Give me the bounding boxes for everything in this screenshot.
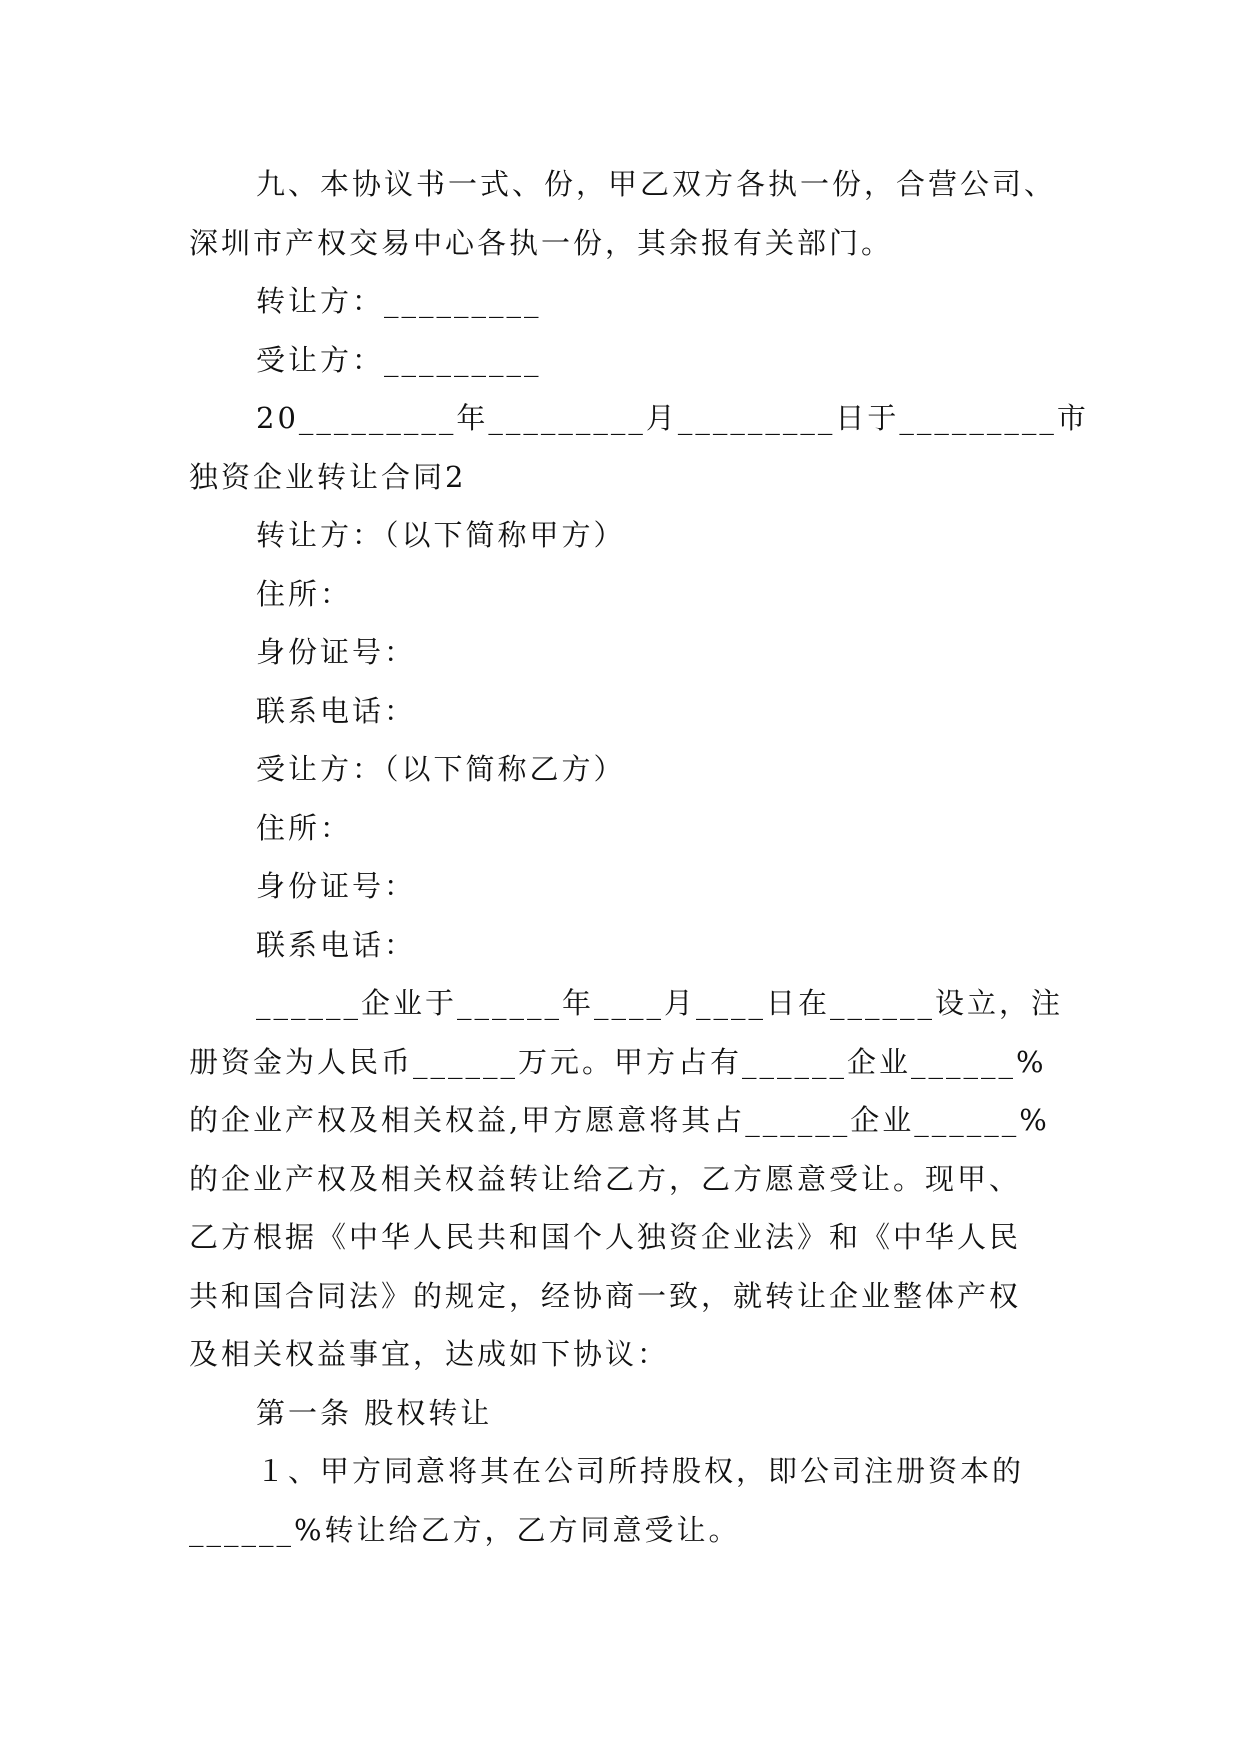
text-line: 独资企业转让合同2 bbox=[189, 460, 467, 494]
text-line: 及相关权益事宜，达成如下协议： bbox=[189, 1337, 670, 1371]
text-line: ______企业于______年____月____日在______设立，注 bbox=[256, 986, 1064, 1020]
text-line: 联系电话： bbox=[256, 928, 417, 962]
text-line: 受让方：_________ bbox=[256, 343, 542, 377]
text-line: 住所： bbox=[256, 577, 353, 611]
text-line: 20_________年_________月_________日于_________市 bbox=[256, 401, 1089, 435]
section-heading: 第一条 股权转让 bbox=[256, 1396, 493, 1430]
text-line: 身份证号： bbox=[256, 869, 417, 903]
text-line: 共和国合同法》的规定，经协商一致，就转让企业整体产权 bbox=[189, 1279, 1022, 1313]
text-line: 转让方：_________ bbox=[256, 284, 542, 318]
text-line: 乙方根据《中华人民共和国个人独资企业法》和《中华人民 bbox=[189, 1220, 1022, 1254]
text-line: 转让方：（以下简称甲方） bbox=[256, 518, 626, 552]
text-line: 册资金为人民币______万元。甲方占有______企业______% bbox=[189, 1045, 1047, 1079]
text-line: 的企业产权及相关权益转让给乙方，乙方愿意受让。现甲、 bbox=[189, 1162, 1022, 1196]
text-line: 联系电话： bbox=[256, 694, 417, 728]
text-line: ______%转让给乙方，乙方同意受让。 bbox=[189, 1513, 741, 1547]
text-line: 九、本协议书一式、份，甲乙双方各执一份，合营公司、 bbox=[256, 167, 1057, 201]
text-line: １、甲方同意将其在公司所持股权，即公司注册资本的 bbox=[256, 1454, 1025, 1488]
text-line: 受让方：（以下简称乙方） bbox=[256, 752, 626, 786]
text-line: 身份证号： bbox=[256, 635, 417, 669]
text-line: 深圳市产权交易中心各执一份，其余报有关部门。 bbox=[189, 226, 894, 260]
text-line: 的企业产权及相关权益,甲方愿意将其占______企业______% bbox=[189, 1103, 1050, 1137]
text-line: 住所： bbox=[256, 811, 353, 845]
